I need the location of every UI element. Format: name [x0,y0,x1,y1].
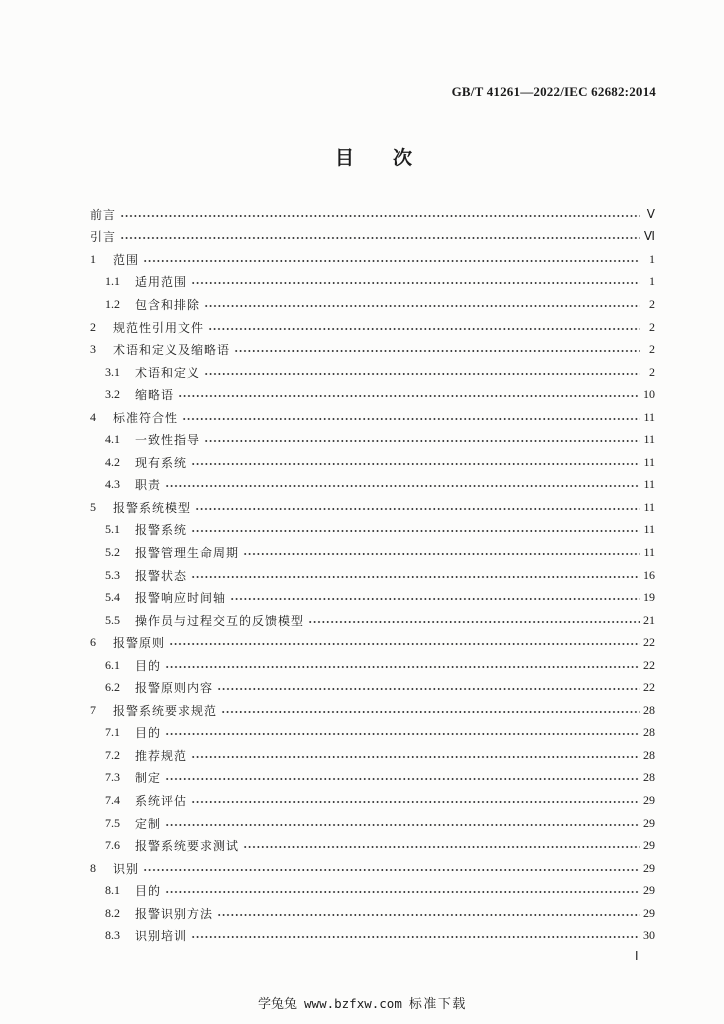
standard-code-header: GB/T 41261—2022/IEC 62682:2014 [451,84,656,99]
toc-entry-title: 识别培训 [135,929,188,944]
toc-entry-number: 3.2 [105,387,120,402]
toc-entry-number: 7.5 [105,815,120,830]
dot-leader [204,304,640,308]
toc-entry-number: 6.2 [105,680,120,695]
toc-entry-page-number: 29 [643,905,655,920]
toc-section-7-4 [90,789,655,812]
toc-entry-page-number: 2 [649,364,655,379]
toc-entry-number: 5 [90,499,96,514]
dot-leader [191,800,640,804]
toc-entry-number: 7 [90,702,96,717]
toc-entry-number: 5.3 [105,567,120,582]
toc-entry-title: 报警系统要求规范 [113,703,218,718]
toc-entry-number: 5.4 [105,590,120,605]
toc-entry-title: 报警系统模型 [113,500,192,515]
toc-entry-page-number: 28 [643,702,655,717]
toc-entry-page-number: 22 [643,680,655,695]
dot-leader [243,552,640,556]
dot-leader [208,327,640,331]
toc-entry-page-number: 22 [643,657,655,672]
page-number: Ⅰ [635,949,639,963]
toc-entry-page-number: 29 [643,838,655,853]
toc-entry-title: 识别 [113,861,140,876]
toc-entry-number: 4.1 [105,432,120,447]
toc-entry-number: 7.4 [105,792,120,807]
toc-chapter-5 [90,496,655,519]
toc-entry-page-number: 11 [643,477,655,492]
dot-leader [143,259,640,263]
toc-section-5-3 [90,564,655,587]
toc-entry-page-number: 2 [649,342,655,357]
toc-entry-number: 2 [90,319,96,334]
toc-entry-page-number: 10 [643,387,655,402]
toc-entry-title: 引言 [90,230,117,245]
toc-section-7-3 [90,767,655,790]
toc-entry-page-number: 11 [643,454,655,469]
toc-entry-page-number: 28 [643,770,655,785]
toc-entry-title: 推荐规范 [135,748,188,763]
dot-leader [169,642,640,646]
toc-entry-title: 术语和定义及缩略语 [113,343,231,358]
toc-entry-title: 标准符合性 [113,410,179,425]
dot-leader [243,845,640,849]
toc-entry-page-number: Ⅴ [646,206,655,221]
toc-entry-introduction [90,226,655,249]
toc-entry-page-number: 11 [643,409,655,424]
toc-chapter-8 [90,857,655,880]
toc-section-8-1 [90,879,655,902]
toc-chapter-7 [90,699,655,722]
toc-entry-title: 包含和排除 [135,297,201,312]
toc-section-1-2 [90,293,655,316]
toc-section-5-5 [90,609,655,632]
dot-leader [178,394,640,398]
toc-section-6-2 [90,676,655,699]
dot-leader [230,597,640,601]
toc-entry-title: 范围 [113,252,140,267]
toc-entry-page-number: 29 [643,815,655,830]
toc-entry-page-number: 19 [643,590,655,605]
toc-section-1-1 [90,271,655,294]
dot-leader [191,529,640,533]
toc-entry-number: 6 [90,635,96,650]
toc-entry-title: 一致性指导 [135,433,201,448]
dot-leader [165,484,640,488]
toc-entry-title: 前言 [90,207,117,222]
toc-entry-number: 5.2 [105,544,120,559]
toc-entry-title: 报警识别方法 [135,906,214,921]
toc-entry-title: 职责 [135,478,162,493]
toc-entry-title: 制定 [135,771,162,786]
dot-leader [165,665,640,669]
toc-section-4-3 [90,474,655,497]
toc-section-7-2 [90,744,655,767]
toc-chapter-6 [90,631,655,654]
toc-entry-page-number: Ⅵ [643,229,655,244]
toc-entry-title: 系统评估 [135,793,188,808]
dot-leader [217,913,640,917]
toc-entry-foreword [90,203,655,226]
toc-entry-number: 7.6 [105,838,120,853]
toc-entry-page-number: 30 [643,928,655,943]
dot-leader [165,732,640,736]
dot-leader [217,687,640,691]
toc-entry-title: 报警管理生命周期 [135,545,240,560]
footer-url: www.bzfxw.com [304,996,402,1011]
toc-entry-number: 1 [90,251,96,266]
footer-watermark [258,995,467,1013]
footer-site-name: 学兔兔 [258,997,298,1012]
dot-leader [191,755,640,759]
toc-entry-page-number: 29 [643,883,655,898]
toc-entry-title: 报警系统 [135,523,188,538]
dot-leader [165,890,640,894]
toc-entry-title: 报警原则内容 [135,681,214,696]
toc-entry-page-number: 11 [643,544,655,559]
toc-entry-page-number: 2 [649,296,655,311]
toc-section-4-2 [90,451,655,474]
toc-section-8-3 [90,925,655,948]
toc-entry-title: 现有系统 [135,455,188,470]
dot-leader [195,507,640,511]
toc-entry-number: 1.1 [105,274,120,289]
toc-entry-page-number: 29 [643,792,655,807]
toc-entry-number: 7.1 [105,725,120,740]
toc-entry-page-number: 28 [643,725,655,740]
toc-entry-number: 8.3 [105,928,120,943]
dot-leader [204,439,640,443]
toc-entry-number: 4 [90,409,96,424]
toc-entry-number: 7.3 [105,770,120,785]
dot-leader [234,349,640,353]
dot-leader [204,372,640,376]
toc-section-6-1 [90,654,655,677]
toc-entry-title: 目的 [135,726,162,741]
toc-entry-number: 8.1 [105,883,120,898]
dot-leader [191,462,640,466]
dot-leader [120,236,640,240]
footer-tagline: 标准下载 [408,997,467,1012]
toc-entry-number: 5.5 [105,612,120,627]
toc-entry-number: 4.3 [105,477,120,492]
toc-section-5-4 [90,586,655,609]
toc-entry-title: 缩略语 [135,388,175,403]
toc-entry-title: 目的 [135,658,162,673]
toc-section-7-6 [90,834,655,857]
dot-leader [143,868,640,872]
toc-entry-page-number: 2 [649,319,655,334]
dot-leader [308,620,640,624]
toc-entry-title: 定制 [135,816,162,831]
toc-entry-number: 8.2 [105,905,120,920]
toc-entry-page-number: 11 [643,499,655,514]
toc-entry-number: 4.2 [105,454,120,469]
toc-chapter-3 [90,338,655,361]
toc-entry-title: 术语和定义 [135,365,201,380]
toc-chapter-2 [90,316,655,339]
toc-entry-title: 报警系统要求测试 [135,839,240,854]
toc-entry-title: 报警响应时间轴 [135,591,227,606]
toc-entry-page-number: 1 [649,274,655,289]
toc-entry-page-number: 11 [643,522,655,537]
toc-entry-number: 6.1 [105,657,120,672]
dot-leader [165,823,640,827]
toc-entry-number: 8 [90,860,96,875]
dot-leader [120,214,640,218]
toc-section-5-1 [90,519,655,542]
toc-entry-title: 适用范围 [135,275,188,290]
toc-entry-title: 操作员与过程交互的反馈模型 [135,613,305,628]
dot-leader [221,710,640,714]
toc-entry-title: 报警原则 [113,636,166,651]
toc-section-5-2 [90,541,655,564]
toc-entry-number: 7.2 [105,747,120,762]
table-of-contents [90,203,655,947]
dot-leader [191,575,640,579]
toc-entry-title: 规范性引用文件 [113,320,205,335]
toc-entry-page-number: 1 [649,251,655,266]
toc-entry-page-number: 21 [643,612,655,627]
toc-entry-number: 3 [90,342,96,357]
page-title: 目次 [335,147,452,169]
dot-leader [191,935,640,939]
toc-entry-page-number: 11 [643,432,655,447]
toc-section-3-1 [90,361,655,384]
toc-entry-number: 5.1 [105,522,120,537]
toc-chapter-1 [90,248,655,271]
toc-entry-page-number: 29 [643,860,655,875]
toc-entry-page-number: 16 [643,567,655,582]
toc-entry-page-number: 28 [643,747,655,762]
toc-section-7-1 [90,722,655,745]
toc-section-3-2 [90,383,655,406]
toc-entry-number: 1.2 [105,296,120,311]
toc-entry-page-number: 22 [643,635,655,650]
toc-entry-title: 目的 [135,884,162,899]
toc-section-8-2 [90,902,655,925]
dot-leader [182,417,640,421]
dot-leader [165,777,640,781]
toc-entry-number: 3.1 [105,364,120,379]
toc-chapter-4 [90,406,655,429]
toc-entry-title: 报警状态 [135,568,188,583]
toc-section-4-1 [90,428,655,451]
dot-leader [191,281,640,285]
toc-section-7-5 [90,812,655,835]
